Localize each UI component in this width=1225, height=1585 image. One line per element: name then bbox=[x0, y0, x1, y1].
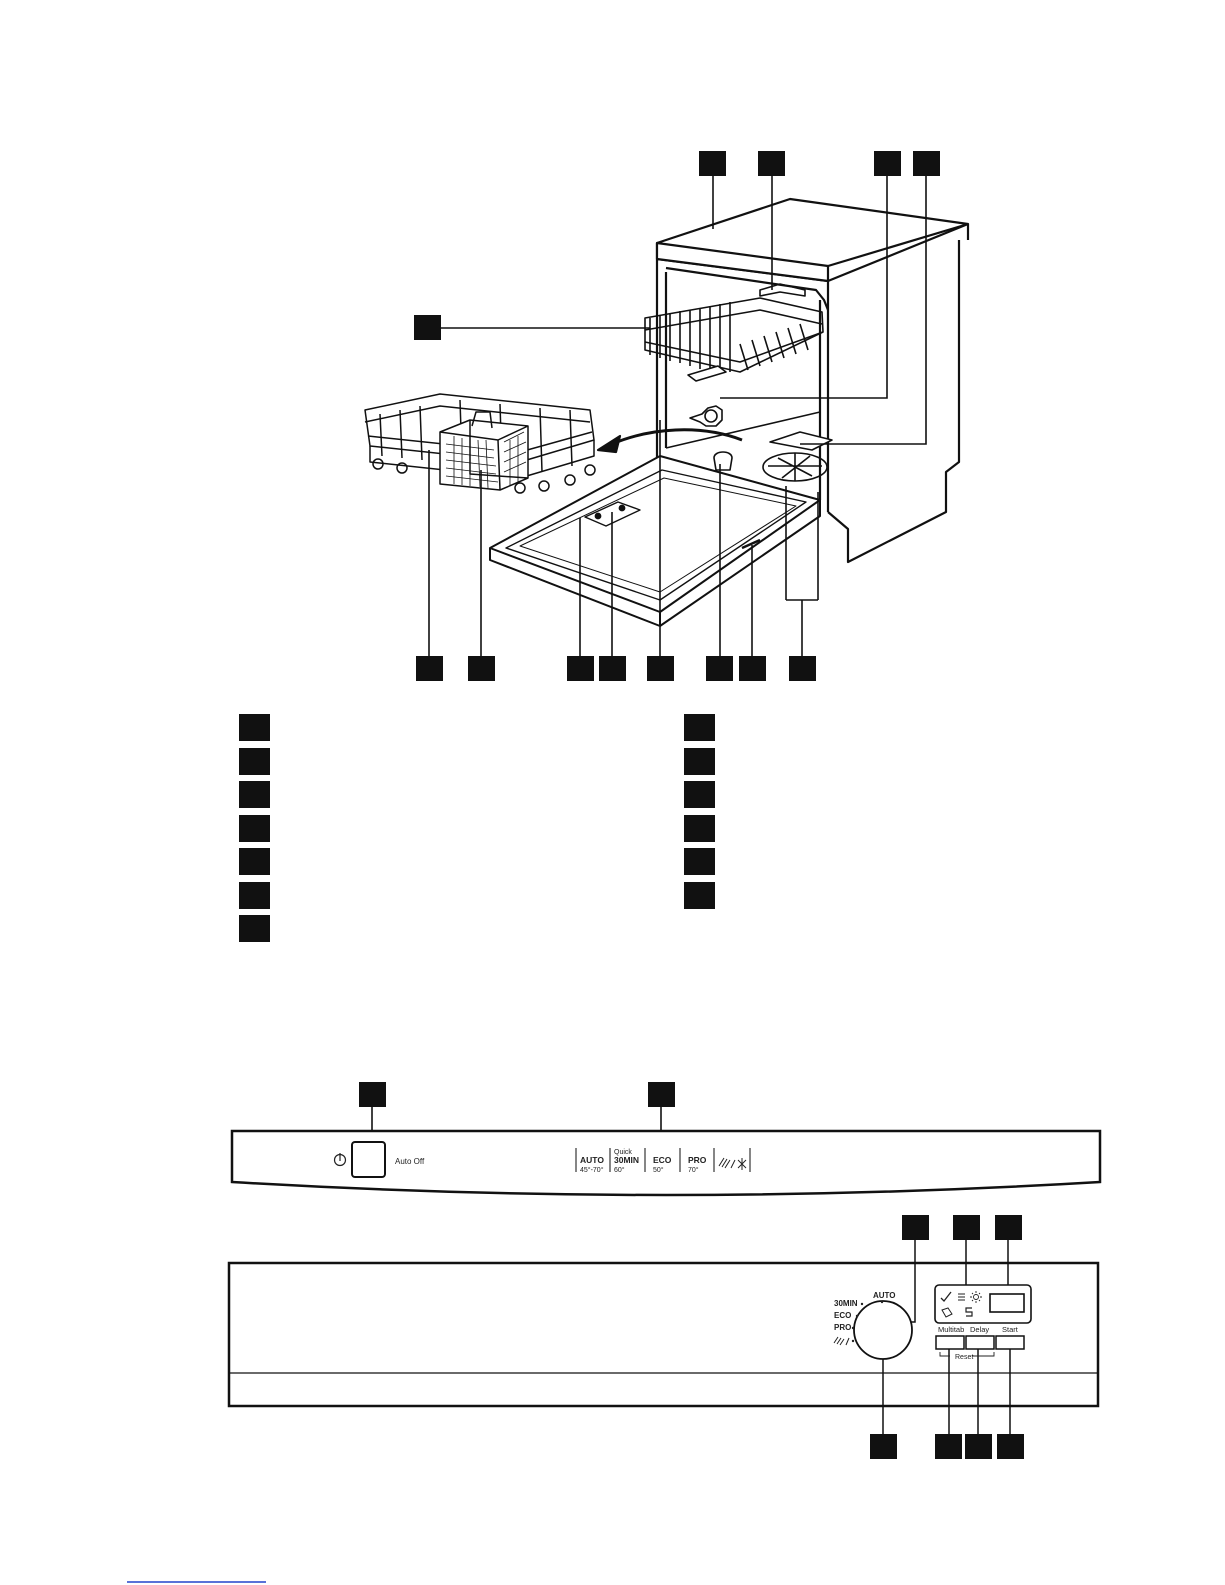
programme-auto-label: AUTO bbox=[580, 1155, 604, 1165]
callout-marker bbox=[913, 151, 940, 176]
dial-eco-label: ECO bbox=[834, 1311, 852, 1320]
callout-marker bbox=[953, 1215, 980, 1240]
legend-markers bbox=[239, 714, 715, 942]
dishwasher-illustration bbox=[365, 199, 968, 626]
legend-marker bbox=[239, 848, 270, 875]
callout-marker bbox=[359, 1082, 386, 1107]
callout-marker bbox=[648, 1082, 675, 1107]
delay-label: Delay bbox=[970, 1325, 990, 1334]
programme-auto-temp: 45°-70° bbox=[580, 1167, 604, 1174]
callout-marker bbox=[758, 151, 785, 176]
callout-marker bbox=[902, 1215, 929, 1240]
callout-marker bbox=[965, 1434, 992, 1459]
top-control-strip bbox=[232, 1082, 1100, 1195]
power-button[interactable] bbox=[352, 1142, 385, 1177]
reset-label: Reset bbox=[955, 1354, 974, 1361]
callout-marker bbox=[699, 151, 726, 176]
start-label: Start bbox=[1002, 1325, 1018, 1334]
multitab-button[interactable] bbox=[936, 1336, 964, 1349]
programme-eco-temp: 50° bbox=[653, 1167, 664, 1174]
bottom-control-panel bbox=[229, 1215, 1098, 1459]
legend-marker bbox=[684, 748, 715, 775]
callout-marker bbox=[706, 656, 733, 681]
callout-marker bbox=[567, 656, 594, 681]
removal-arrow bbox=[598, 430, 742, 452]
programme-quick-label: Quick bbox=[614, 1149, 632, 1156]
callout-marker bbox=[870, 1434, 897, 1459]
callout-marker bbox=[599, 656, 626, 681]
callout-marker bbox=[995, 1215, 1022, 1240]
start-button[interactable] bbox=[996, 1336, 1024, 1349]
callout-marker bbox=[935, 1434, 962, 1459]
programme-dial[interactable] bbox=[854, 1301, 912, 1359]
callout-marker bbox=[468, 656, 495, 681]
dial-auto-label: AUTO bbox=[873, 1291, 896, 1300]
open-door bbox=[490, 456, 820, 626]
multitab-label: Multitab bbox=[938, 1325, 965, 1334]
programme-eco-label: ECO bbox=[653, 1155, 672, 1165]
time-display bbox=[990, 1294, 1024, 1312]
delay-button[interactable] bbox=[966, 1336, 994, 1349]
legend-marker bbox=[684, 882, 715, 909]
programme-quick-temp: 60° bbox=[614, 1167, 625, 1174]
legend-marker bbox=[684, 781, 715, 808]
programme-pro-temp: 70° bbox=[688, 1167, 699, 1174]
legend-marker bbox=[239, 815, 270, 842]
legend-marker bbox=[239, 915, 270, 942]
legend-marker bbox=[684, 848, 715, 875]
callout-marker bbox=[997, 1434, 1024, 1459]
legend-marker bbox=[684, 714, 715, 741]
callout-marker bbox=[414, 315, 441, 340]
callout-marker bbox=[789, 656, 816, 681]
legend-marker bbox=[239, 882, 270, 909]
dial-pro-label: PRO bbox=[834, 1323, 852, 1332]
callout-marker bbox=[739, 656, 766, 681]
legend-marker bbox=[239, 714, 270, 741]
worktop bbox=[657, 199, 968, 281]
callout-marker bbox=[416, 656, 443, 681]
programme-quick-time: 30MIN bbox=[614, 1155, 640, 1165]
legend-marker bbox=[239, 781, 270, 808]
programme-pro-label: PRO bbox=[688, 1155, 707, 1165]
legend-marker bbox=[684, 815, 715, 842]
legend-marker bbox=[239, 748, 270, 775]
auto-off-label: Auto Off bbox=[395, 1157, 425, 1166]
cutlery-basket bbox=[440, 412, 528, 490]
upper-basket bbox=[645, 284, 823, 381]
callout-marker bbox=[874, 151, 901, 176]
dial-30min-label: 30MIN bbox=[834, 1299, 858, 1308]
callout-marker bbox=[647, 656, 674, 681]
